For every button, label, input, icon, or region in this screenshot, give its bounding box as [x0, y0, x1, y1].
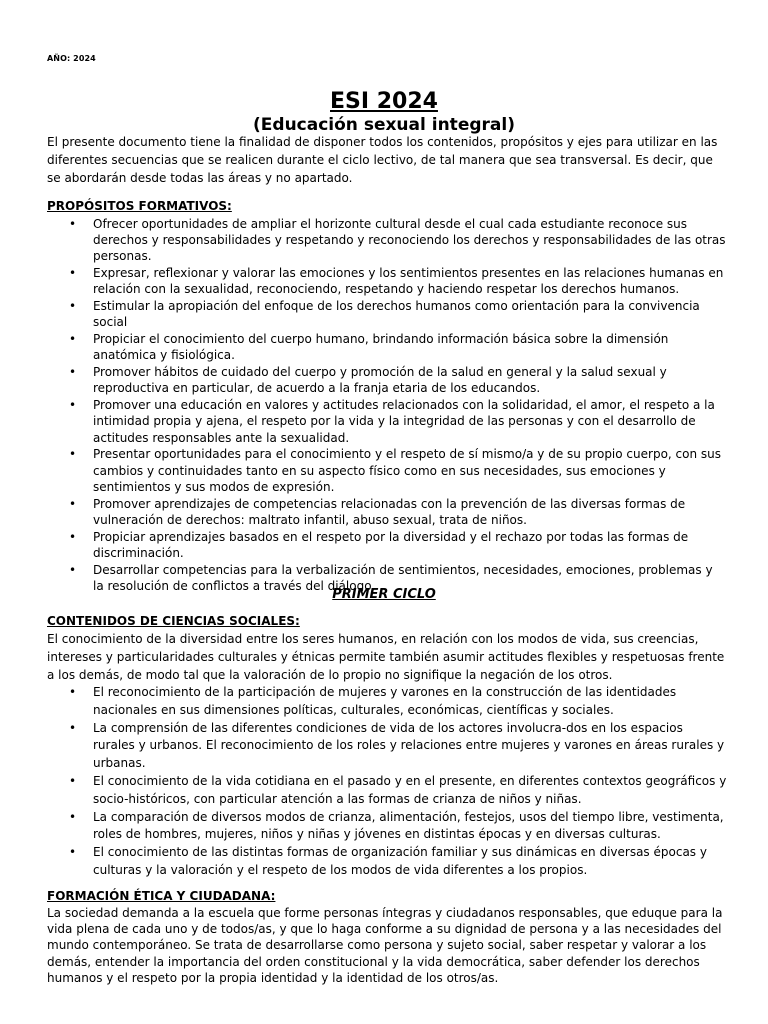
bullet-icon: •: [69, 685, 77, 699]
list-item: • Promover hábitos de cuidado del cuerpo y promoción de la salud en general y la salud sexual y reproductiva en particular, de acuerdo a la franja etaria de los educandos.: [69, 365, 667, 396]
purposes-heading: PROPÓSITOS FORMATIVOS:: [47, 199, 232, 213]
bullet-icon: •: [69, 332, 77, 347]
ethics-heading: FORMACIÓN ÉTICA Y CIUDADANA:: [47, 889, 276, 903]
social-list: [47, 684, 727, 880]
social-intro: El conocimiento de la diversidad entre los seres humanos, en relación con los modos de vida, sus creencias, intereses y particularidades culturales y étnicas permite también asumir actitudes flexibles y respetuosas frente a los demás, de modo tal que la valoración de lo propio no signifique la negación de los otros.: [47, 632, 725, 682]
bullet-icon: •: [69, 845, 77, 860]
bullet-icon: •: [69, 562, 77, 577]
list-item: • El reconocimiento de la participación de mujeres y varones en la construcción de las identidades nacionales en sus dimensiones políticas, culturales, económicas, científicas y sociales.: [69, 685, 677, 717]
document-title: ESI 2024: [330, 89, 438, 114]
bullet-icon: •: [69, 398, 77, 413]
bullet-icon: •: [69, 447, 77, 462]
list-item: • Promover una educación en valores y actitudes relacionados con la solidaridad, el amor, el respeto a la intimidad propia y ajena, el respeto por la vida y la integridad de las personas y con el desarrollo de actitudes responsables ante la sexualidad.: [69, 398, 715, 445]
bullet-icon: •: [69, 365, 77, 380]
list-item: • Promover aprendizajes de competencias relacionadas con la prevención de las diversas formas de vulneración de derechos: maltrato infantil, abuso sexual, trata de niños.: [69, 496, 686, 527]
social-heading: CONTENIDOS DE CIENCIAS SOCIALES:: [47, 614, 300, 628]
bullet-icon: •: [69, 809, 77, 824]
list-item: • Propiciar aprendizajes basados en el respeto por la diversidad y el rechazo por todas las formas de discriminación.: [69, 529, 689, 560]
bullet-icon: •: [69, 773, 77, 788]
bullet-icon: •: [69, 529, 77, 544]
bullet-icon: •: [69, 720, 77, 735]
bullet-icon: •: [69, 266, 77, 281]
bullet-icon: •: [69, 496, 77, 511]
list-item: • Propiciar el conocimiento del cuerpo humano, brindando información básica sobre la dimensión anatómica y fisiológica.: [69, 332, 669, 363]
purposes-list: [47, 216, 727, 595]
list-item: • La comprensión de las diferentes condiciones de vida de los actores involucra-dos en los espacios rurales y urbanos. El reconocimiento de los roles y relaciones entre mujeres y varones en áreas rurales y urbanas.: [69, 720, 725, 771]
cycle-title: PRIMER CICLO: [332, 587, 436, 602]
year-label: AÑO: 2024: [47, 54, 96, 63]
bullet-icon: •: [69, 217, 77, 231]
ethics-paragraph: La sociedad demanda a la escuela que forme personas íntegras y ciudadanos responsables, que eduque para la vida plena de cada uno y de todos/as, y que lo haga conforme a su dignidad de persona y a las necesidades del mundo contemporáneo. Se trata de desarrollarse como persona y sujeto social, saber respetar y valorar a los demás, entender la importancia del orden constitucional y la vida democrática, saber defender los derechos humanos y el respeto por la propia identidad y la identidad de los otros/as.: [47, 906, 723, 985]
list-item: • Desarrollar competencias para la verbalización de sentimientos, necesidades, emociones, problemas y la resolución de conflictos a través del diálogo.: [69, 562, 713, 593]
list-item: • El conocimiento de la vida cotidiana en el pasado y en el presente, en diferentes contextos geográficos y socio-históricos, con particular atención a las formas de crianza de niños y niñas.: [69, 773, 727, 806]
list-item: • Expresar, reflexionar y valorar las emociones y los sentimientos presentes en las relaciones humanas en relación con la sexualidad, reconociendo, respetando y haciendo respetar los derechos humanos.: [69, 266, 724, 297]
bullet-icon: •: [69, 299, 77, 314]
intro-paragraph: El presente documento tiene la finalidad de disponer todos los contenidos, propósitos y ejes para utilizar en las diferentes secuencias que se realicen durante el ciclo lectivo, de tal manera que sea transversal. Es decir, que se abordarán desde todas las áreas y no apartado.: [47, 135, 718, 185]
list-item: • Estimular la apropiación del enfoque de los derechos humanos como orientación para la convivencia social: [69, 299, 700, 330]
list-item: • Presentar oportunidades para el conocimiento y el respeto de sí mismo/a y de su propio cuerpo, con sus cambios y continuidades tanto en su aspecto físico como en sus necesidades, sus emociones y sentimientos y sus modos de expresión.: [69, 447, 722, 494]
list-item: • La comparación de diversos modos de crianza, alimentación, festejos, usos del tiempo libre, vestimenta, roles de hombres, mujeres, niños y niñas y jóvenes en distintas épocas y en diversas culturas.: [69, 809, 724, 842]
list-item: • Ofrecer oportunidades de ampliar el horizonte cultural desde el cual cada estudiante reconoce sus derechos y responsabilidades y respetando y reconociendo los derechos y responsabilidades de las otras personas.: [69, 217, 726, 264]
list-item: • El conocimiento de las distintas formas de organización familiar y sus dinámicas en diversas épocas y culturas y la valoración y el respeto de los modos de vida diferentes a los propios.: [69, 845, 707, 877]
document-subtitle: (Educación sexual integral): [253, 115, 515, 135]
